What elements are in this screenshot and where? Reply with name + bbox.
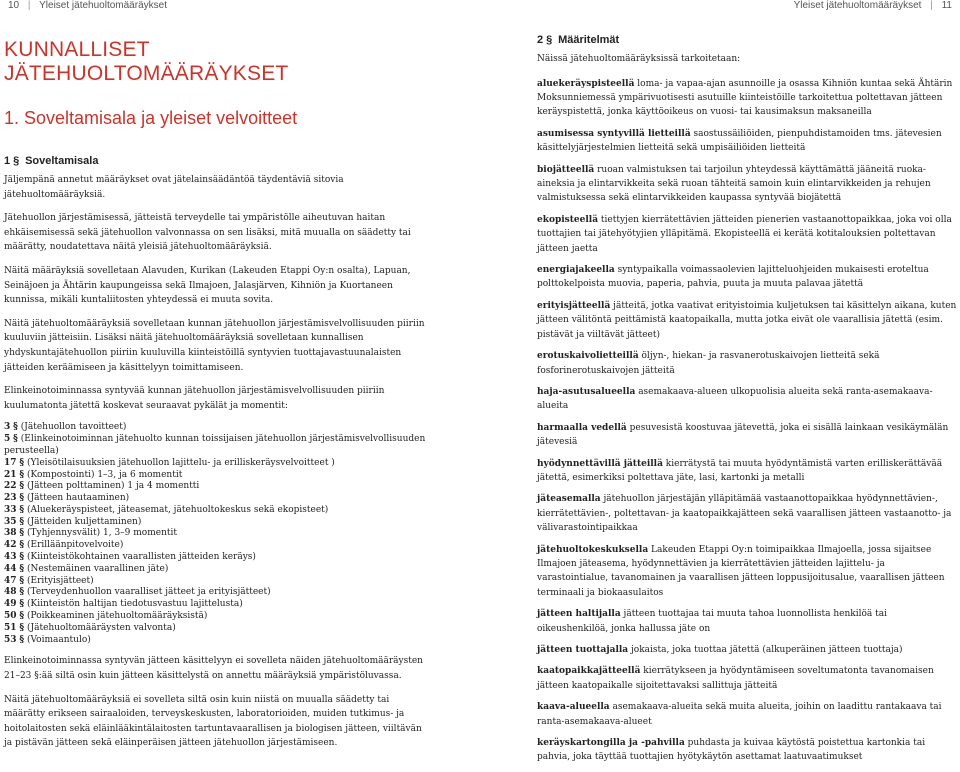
list-item-text: (Kiinteistökohtainen vaarallisten jätteiden keräys) bbox=[27, 552, 256, 563]
definition-term: asumisessa syntyvillä lietteillä bbox=[537, 128, 691, 139]
definition-item bbox=[537, 736, 957, 765]
definition-item bbox=[537, 700, 957, 729]
definition-item bbox=[537, 385, 957, 414]
list-item-number: 43 bbox=[4, 552, 17, 563]
list-item bbox=[4, 505, 432, 517]
definition-text: tiettyjen kierrätettävien jätteiden pienerien vastaanottopaikkaa, joka voi olla tuottajien tai jätehyötyjien ylläpitämä. Ekopisteellä ei kerätä kotitalouksien poltettavan jätteen jaetta bbox=[537, 214, 952, 254]
list-item-number: 33 bbox=[4, 504, 17, 515]
page-header-right bbox=[794, 0, 952, 14]
list-item-number: 47 bbox=[4, 575, 17, 586]
definition-term: jäteasemalla bbox=[537, 494, 601, 505]
paragraph: Näitä jätehuoltomääräyksiä sovelletaan kunnan jätehuollon järjestämisvelvollisuuden piiriin kuuluviin jätteisiin. Lisäksi näitä jätehuoltomääräyksiä sovelletaan kunnallisen yhdyskuntajätehuollon piiriin kuuluvilla kiinteistöillä syntyvien tuottajavastuunalaisten jätteiden keräämiseen ja käsittelyyn toimittamiseen. bbox=[4, 318, 425, 373]
section-1-body bbox=[4, 173, 432, 751]
definition-item bbox=[537, 421, 957, 450]
list-item bbox=[4, 422, 432, 434]
definition-term: jätteen haltijalla bbox=[537, 609, 621, 620]
paragraph: Jäljempänä annetut määräykset ovat jätelainsäädäntöä täydentäviä sitovia jätehuoltomääräyksiä. bbox=[4, 175, 344, 200]
list-item-number: 3 bbox=[4, 422, 11, 433]
section-sign: § bbox=[19, 575, 25, 586]
section-sign: § bbox=[19, 611, 25, 622]
list-item-text: (Jätehuoltomääräysten valvonta) bbox=[27, 622, 176, 633]
section-2-heading bbox=[537, 34, 957, 46]
list-item bbox=[4, 552, 432, 564]
definition-term: energiajakeella bbox=[537, 265, 615, 276]
list-item-number: 22 bbox=[4, 481, 17, 492]
list-item-number: 44 bbox=[4, 563, 17, 574]
list-item-text: (Voimaantulo) bbox=[27, 634, 91, 645]
section-sign: § bbox=[19, 634, 25, 645]
running-title-right: Yleiset jätehuoltomääräykset bbox=[793, 0, 922, 11]
header-separator: | bbox=[27, 0, 31, 11]
list-item-number: 17 bbox=[4, 457, 17, 468]
section-title: Soveltamisala bbox=[25, 155, 99, 167]
section-sign: § bbox=[13, 422, 18, 433]
definition-item bbox=[537, 349, 957, 378]
definition-item bbox=[537, 263, 957, 292]
definition-text: saostussäiliöiden, pienpuhdistamoiden tms. jätevesien käsittelyjärjestelmien lietteitä sekä umpisäiliöiden lietteitä bbox=[537, 128, 942, 154]
list-item-text: (Kiinteistön haltijan tiedotusvastuu lajittelusta) bbox=[27, 599, 243, 610]
list-item-number: 48 bbox=[4, 587, 17, 598]
list-item-number: 42 bbox=[4, 540, 17, 551]
definition-item bbox=[537, 543, 957, 601]
list-item-text: (Kompostointi) 1–3, ja 6 momentit bbox=[27, 469, 183, 480]
list-item-number: 21 bbox=[4, 469, 17, 480]
list-item bbox=[4, 611, 432, 623]
list-item-number: 23 bbox=[4, 493, 17, 504]
definition-term: kaatopaikkajätteellä bbox=[537, 666, 641, 677]
list-item bbox=[4, 528, 432, 540]
definition-text: jätehuollon järjestäjän ylläpitämää vastaanottopaikkaa hyödynnettävien-, kierrätettävien-, poltettavan- ja kaatopaikkajätteen sekä vaarallisen jätteen vastaanotto- ja välivarastointipaikkaa bbox=[537, 494, 952, 534]
right-column bbox=[537, 30, 957, 772]
definition-text: jätteen tuottajaa tai muuta tahoa luonnollista henkilöä tai oikeushenkilöä, jonka hallussa jäte on bbox=[537, 609, 887, 634]
section-1-heading bbox=[4, 155, 432, 167]
list-item-text: (Aluekeräyspisteet, jäteasemat, jätehuoltokeskus sekä ekopisteet) bbox=[27, 504, 329, 515]
list-item-number: 49 bbox=[4, 599, 17, 610]
definition-text: öljyn-, hiekan- ja rasvanerotuskaivojen lietteitä sekä fosforinerotuskaivojen jätteitä bbox=[537, 351, 880, 376]
list-item bbox=[4, 576, 432, 588]
paragraph: Jätehuollon järjestämisessä, jätteistä terveydelle tai ympäristölle aiheutuvan haitan ehkäisemisessä sekä jätehuollon valvonnassa on sen lisäksi, mitä muualla on säädetty tai määrätty, noudatettava näitä yleisiä jätehuoltomääräyksiä. bbox=[4, 213, 411, 253]
paragraph: Elinkeinotoiminnassa syntyvää kunnan jätehuollon järjestämisvelvollisuuden piiriin kuulumatonta jätettä koskevat seuraavat pykälät ja momentit: bbox=[4, 386, 385, 411]
list-item-number: 38 bbox=[4, 528, 17, 539]
left-column bbox=[4, 30, 432, 760]
list-item bbox=[4, 587, 432, 599]
list-item bbox=[4, 470, 432, 482]
definition-item bbox=[537, 77, 957, 120]
definition-text: asemakaava-alueita sekä muita alueita, joihin on laadittu rantakaava tai ranta-asemakaava-alueet bbox=[537, 702, 942, 727]
list-item-number: 5 bbox=[4, 434, 11, 445]
list-item-text: (Jätehuollon tavoitteet) bbox=[20, 422, 127, 433]
section-sign: § bbox=[19, 457, 25, 468]
definitions-intro: Näissä jätehuoltomääräyksissä tarkoitetaan: bbox=[537, 54, 741, 64]
list-item-number: 35 bbox=[4, 516, 17, 527]
definition-text: Lakeuden Etappi Oy:n toimipaikkaa Ilmajoella, jossa sijaitsee Ilmajoen jäteasema, hyödynnettävien ja kierrätettävien jätteiden lajittelu- ja varastointialue, tavanomainen ja vaarallisen jätteen loppusijoitusalue, vaarallisen jätteen terminaali ja biokaasulaitos bbox=[537, 544, 945, 598]
list-item-text: (Jätteiden kuljettaminen) bbox=[27, 516, 142, 527]
list-item-text: (Erilläänpitovelvoite) bbox=[27, 540, 124, 551]
section-sign: § bbox=[19, 493, 25, 504]
section-sign: § bbox=[19, 552, 25, 563]
definition-term: biojätteellä bbox=[537, 164, 595, 175]
section-sign: § bbox=[19, 469, 25, 480]
section-sign: § bbox=[19, 504, 25, 515]
document-title: KUNNALLISET JÄTEHUOLTOMÄÄRÄYKSET bbox=[4, 38, 289, 85]
definition-text: ruoan valmistuksen tai tarjoilun yhteydessä käyttämättä jääneitä ruoka-aineksia ja elintarvikkeita sekä ruoan tähteitä samoin kuin elintarvikkeiden ja rehujen valmistuksessa sekä elintarvikkeiden kaupassa syntyvää biojätettä bbox=[537, 164, 931, 204]
section-number: 1 § bbox=[4, 155, 20, 167]
definition-text: jätteitä, jotka vaativat erityistoimia kuljetuksen tai käsittelyn aikana, kuten jätteen välitöntä peittämistä kaatopaikalla, mutta jotka eivät ole vaarallisia jätettä (esim. pistävät ja viiltävät jätteet) bbox=[537, 300, 957, 340]
definition-term: aluekeräyspisteellä bbox=[537, 78, 635, 89]
definition-item bbox=[537, 492, 957, 535]
section-sign: § bbox=[19, 540, 25, 551]
section-sign: § bbox=[19, 528, 25, 539]
paragraph: Näitä jätehuoltomääräyksiä ei sovelleta siltä osin kuin niistä on muualla säädetty tai määrätty erikseen sairaaloiden, terveyskeskusten, laboratorioiden, muiden tutkimus- ja hoitolaitosten sekä eläinlääkintälaitosten tartuntavaarallisen ja biologisen jätteen, viiltävän ja pistävän jätteen sekä eläinperäisen jätteen jätehuollon järjestämiseen. bbox=[4, 694, 422, 749]
definition-term: jätteen tuottajalla bbox=[537, 645, 629, 655]
definition-term: jätehuoltokeskuksella bbox=[537, 544, 649, 555]
list-item bbox=[4, 635, 432, 647]
definition-term: ekopisteellä bbox=[537, 214, 599, 225]
definition-text: asemakaava-alueen ulkopuolisia alueita sekä ranta-asemakaava-alueita bbox=[537, 386, 933, 412]
list-item-text: (Tyhjennysvälit) 1, 3–9 momentit bbox=[27, 528, 177, 539]
list-item-text: (Poikkeaminen jätehuoltomääräyksistä) bbox=[27, 611, 208, 622]
section-sign: § bbox=[19, 481, 25, 492]
list-item-text: (Nestemäinen vaarallinen jäte) bbox=[27, 563, 169, 574]
header-separator: | bbox=[930, 0, 933, 11]
page-header-left bbox=[8, 0, 167, 14]
list-item-number: 51 bbox=[4, 622, 17, 633]
list-item bbox=[4, 564, 432, 576]
list-item bbox=[4, 540, 432, 552]
definition-item bbox=[537, 299, 957, 342]
definition-item bbox=[537, 643, 957, 657]
list-item-text: (Jätteen hautaaminen) bbox=[27, 493, 130, 504]
definition-term: kaava-alueella bbox=[537, 702, 610, 713]
definition-text: pesuvesistä koostuvaa jätevettä, joka ei sisällä lainkaan vesikäymälän jätevesiä bbox=[537, 422, 949, 448]
paragraph: Elinkeinotoiminnassa syntyvän jätteen käsittelyyn ei sovelleta näiden jätehuoltomääräysten 21–23 §:ää siltä osin kuin jätteen käsittelystä on annettu määräyksiä ympäristöluvassa. bbox=[4, 656, 423, 682]
list-item bbox=[4, 434, 432, 458]
list-item bbox=[4, 599, 432, 611]
list-item-text: (Yleisötilaisuuksien jätehuollon lajittelu- ja erilliskeräysvelvoitteet ) bbox=[27, 457, 335, 468]
list-item-text: (Jätteen polttaminen) 1 ja 4 momentti bbox=[27, 481, 200, 492]
definition-text: kierrätystä tai muuta hyödyntämistä varten erilliskerättävää jätettä, esimerkiksi poltettava jäte, lasi, kartonki ja metalli bbox=[537, 458, 943, 483]
definition-item bbox=[537, 664, 957, 693]
paragraph-reference-list bbox=[4, 422, 432, 646]
chapter-heading: 1. Soveltamisala ja yleiset velvoitteet bbox=[4, 108, 298, 128]
list-item-number: 53 bbox=[4, 634, 17, 645]
definition-text: kierrätykseen ja hyödyntämiseen soveltumatonta tavanomaisen jätteen kaatopaikalle sijoitettavaksi sallittuja jätteitä bbox=[537, 666, 934, 691]
section-sign: § bbox=[19, 587, 25, 598]
definition-term: harmaalla vedellä bbox=[537, 422, 627, 433]
list-item bbox=[4, 458, 432, 470]
definition-term: haja-asutusalueella bbox=[537, 386, 636, 397]
page-number-right: 11 bbox=[941, 0, 952, 11]
list-item-number: 50 bbox=[4, 611, 17, 622]
list-item bbox=[4, 481, 432, 493]
paragraph: Näitä määräyksiä sovelletaan Alavuden, Kurikan (Lakeuden Etappi Oy:n osalta), Lapuan, Seinäjoen ja Ähtärin kaupungeissa sekä Ilmajoen, Jalasjärven, Kihniön ja Kuortaneen kunnissa, mikäli kuntaliitosten yhteydessä ei muuta sovita. bbox=[4, 265, 411, 306]
definition-term: erotuskaivolietteillä bbox=[537, 351, 639, 362]
section-sign: § bbox=[13, 434, 18, 445]
definition-text: loma- ja vapaa-ajan asunnoille ja osassa Kihniön kuntaa sekä Ähtärin Moksunniemessä ympärivuotisesti asutuille kiinteistöille tarkoitettua poltettavan jätteen keräyspistettä, jonka käyttöoikeus on vuosi- tai kausimaksun maksaneilla bbox=[537, 78, 953, 118]
list-item-text: (Terveydenhuollon vaaralliset jätteet ja erityisjätteet) bbox=[27, 587, 271, 598]
definition-item bbox=[537, 163, 957, 206]
section-sign: § bbox=[19, 599, 25, 610]
running-title-left: Yleiset jätehuoltomääräykset bbox=[39, 0, 167, 11]
definition-item bbox=[537, 127, 957, 156]
section-sign: § bbox=[19, 516, 25, 527]
list-item bbox=[4, 517, 432, 529]
definition-item bbox=[537, 457, 957, 486]
list-item bbox=[4, 623, 432, 635]
definition-text: puhdasta ja kuivaa käytöstä poistettua kartonkia tai pahvia, joka täyttää tuottajien hyötykäytön asettamat laatuvaatimukset bbox=[537, 738, 926, 763]
section-number: 2 § bbox=[537, 34, 553, 46]
list-item bbox=[4, 493, 432, 505]
section-sign: § bbox=[19, 622, 25, 633]
list-item-text: (Erityisjätteet) bbox=[27, 575, 94, 586]
definition-text: syntypaikalla voimassaolevien lajitteluohjeiden mukaisesti eroteltua polttokelpoista muovia, paperia, pahvia, puuta ja muuta palavaa jätettä bbox=[537, 265, 929, 290]
definition-item bbox=[537, 213, 957, 256]
list-item-text: (Elinkeinotoiminnan jätehuolto kunnan toissijaisen jätehuollon järjestämisvelvollisuuden perusteella) bbox=[4, 434, 426, 456]
definition-term: keräyskartongilla ja -pahvilla bbox=[537, 738, 685, 749]
definition-term: erityisjätteellä bbox=[537, 300, 611, 311]
definition-item bbox=[537, 607, 957, 636]
page-number-left: 10 bbox=[8, 0, 20, 11]
definition-text: jokaista, joka tuottaa jätettä (alkuperäinen jätteen tuottaja) bbox=[628, 645, 903, 655]
section-sign: § bbox=[19, 563, 25, 574]
definition-term: hyödynnettävillä jätteillä bbox=[537, 458, 663, 469]
section-title: Määritelmät bbox=[558, 34, 620, 46]
